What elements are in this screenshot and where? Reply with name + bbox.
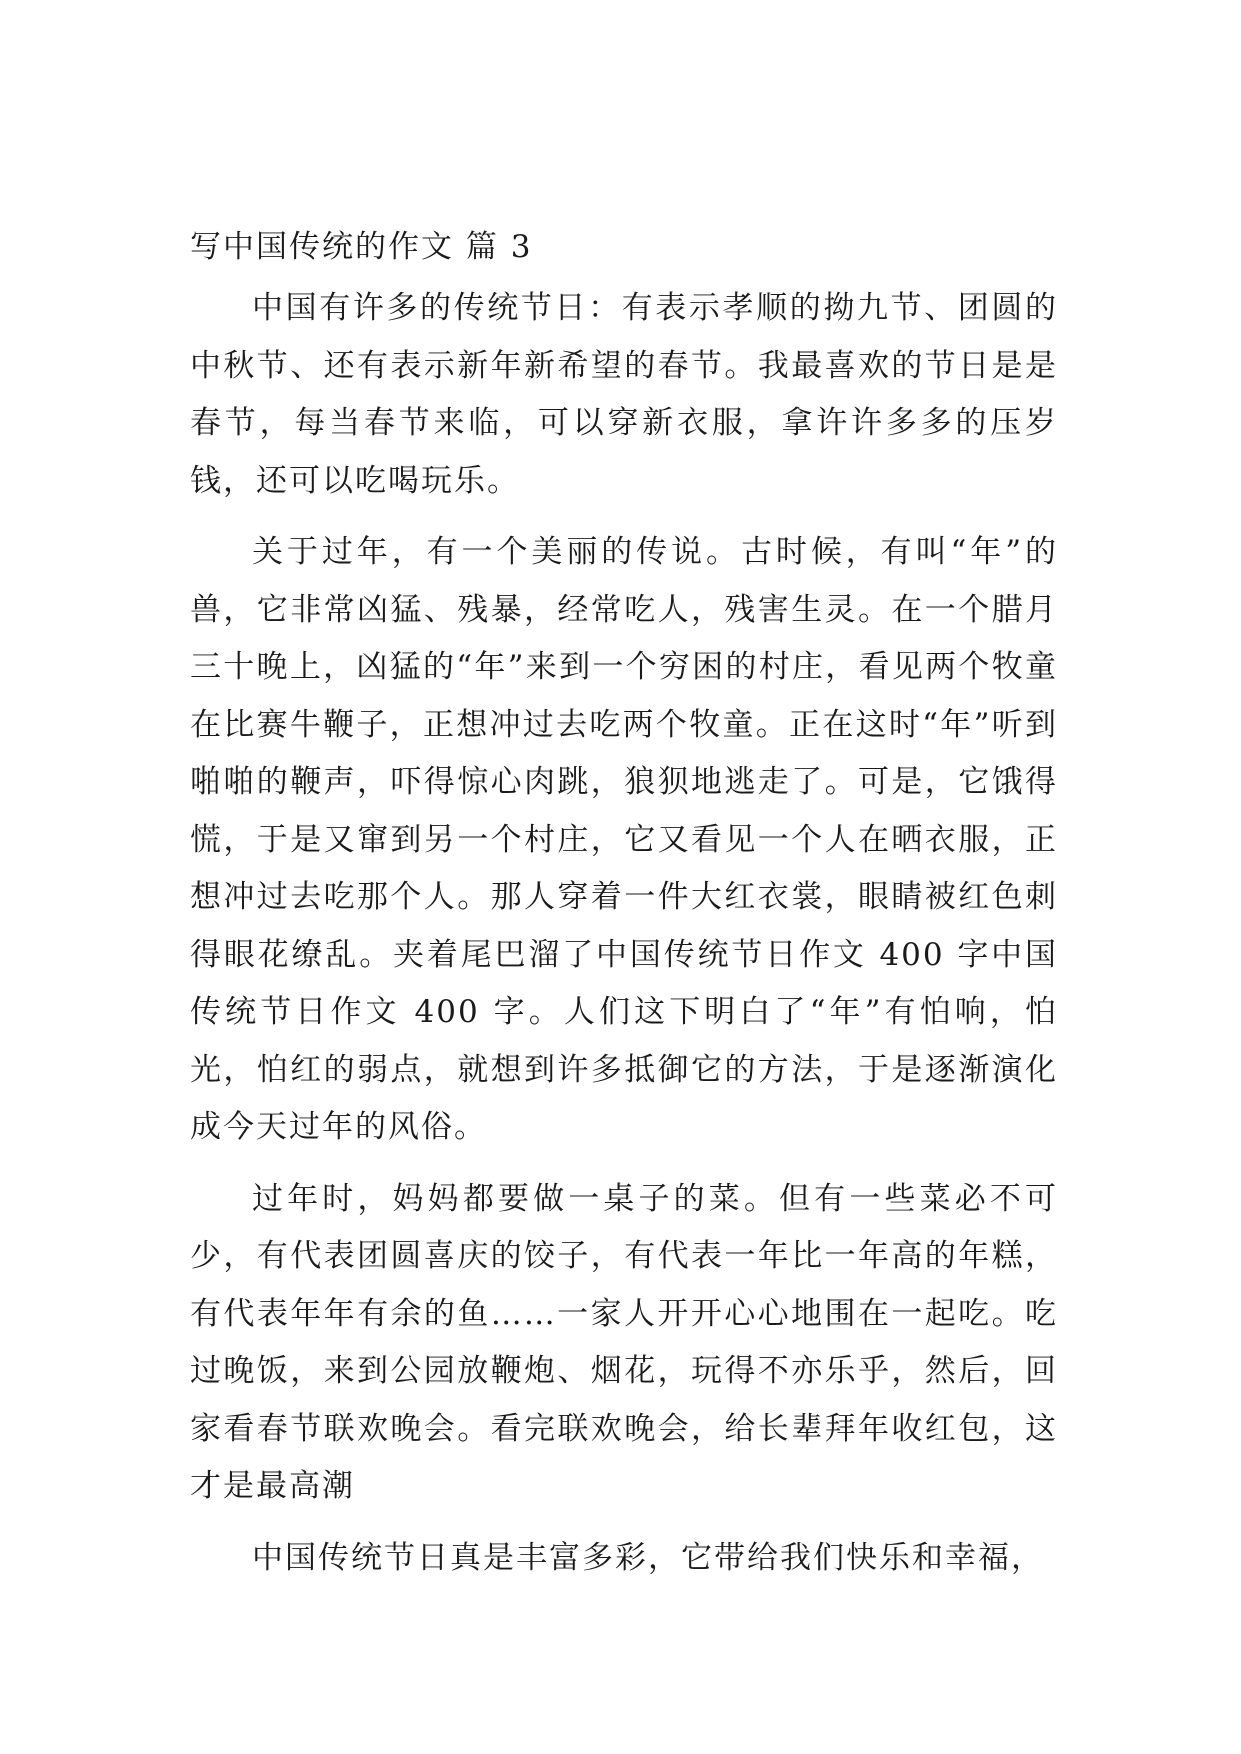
paragraph-legend: 关于过年，有一个美丽的传说。古时候，有叫“年”的兽，它非常凶猛、残暴，经常吃人，残害生灵。在一个腊月三十晚上，凶猛的“年”来到一个穷困的村庄，看见两个牧童在比赛牛鞭子，正想冲过去吃两个牧童。正在这时“年”听到啪啪的鞭声，吓得惊心肉跳，狼狈地逃走了。可是，它饿得慌，于是又窜到另一个村庄，它又看见一个人在晒衣服，正想冲过去吃那个人。那人穿着一件大红衣裳，眼睛被红色刺得眼花缭乱。夹着尾巴溜了中国传统节日作文 400 字中国传统节日作文 400 字。人们这下明白了“年”有怕响，怕光，怕红的弱点，就想到许多抵御它的方法，于是逐渐演化成今天过年的风俗。	[190, 534, 1058, 1145]
paragraph-intro: 中国有许多的传统节日：有表示孝顺的拗九节、团圆的中秋节、还有表示新年新希望的春节。我最喜欢的节日是是春节，每当春节来临，可以穿新衣服，拿许许多多的压岁钱，还可以吃喝玩乐。	[190, 290, 1058, 499]
paragraph-conclusion: 中国传统节日真是丰富多彩，它带给我们快乐和幸福，	[252, 1539, 1044, 1576]
document-body	[190, 218, 1058, 1601]
essay-title: 写中国传统的作文 篇 3	[190, 229, 533, 265]
paragraph-new-year-dinner: 过年时，妈妈都要做一桌子的菜。但有一些菜必不可少，有代表团圆喜庆的饺子，有代表一年比一年高的年糕，有代表年年有余的鱼……一家人开开心心地围在一起吃。吃过晚饭，来到公园放鞭炮、烟花，玩得不亦乐乎，然后，回家看春节联欢晚会。看完联欢晚会，给长辈拜年收红包，这才是最高潮	[190, 1180, 1058, 1504]
